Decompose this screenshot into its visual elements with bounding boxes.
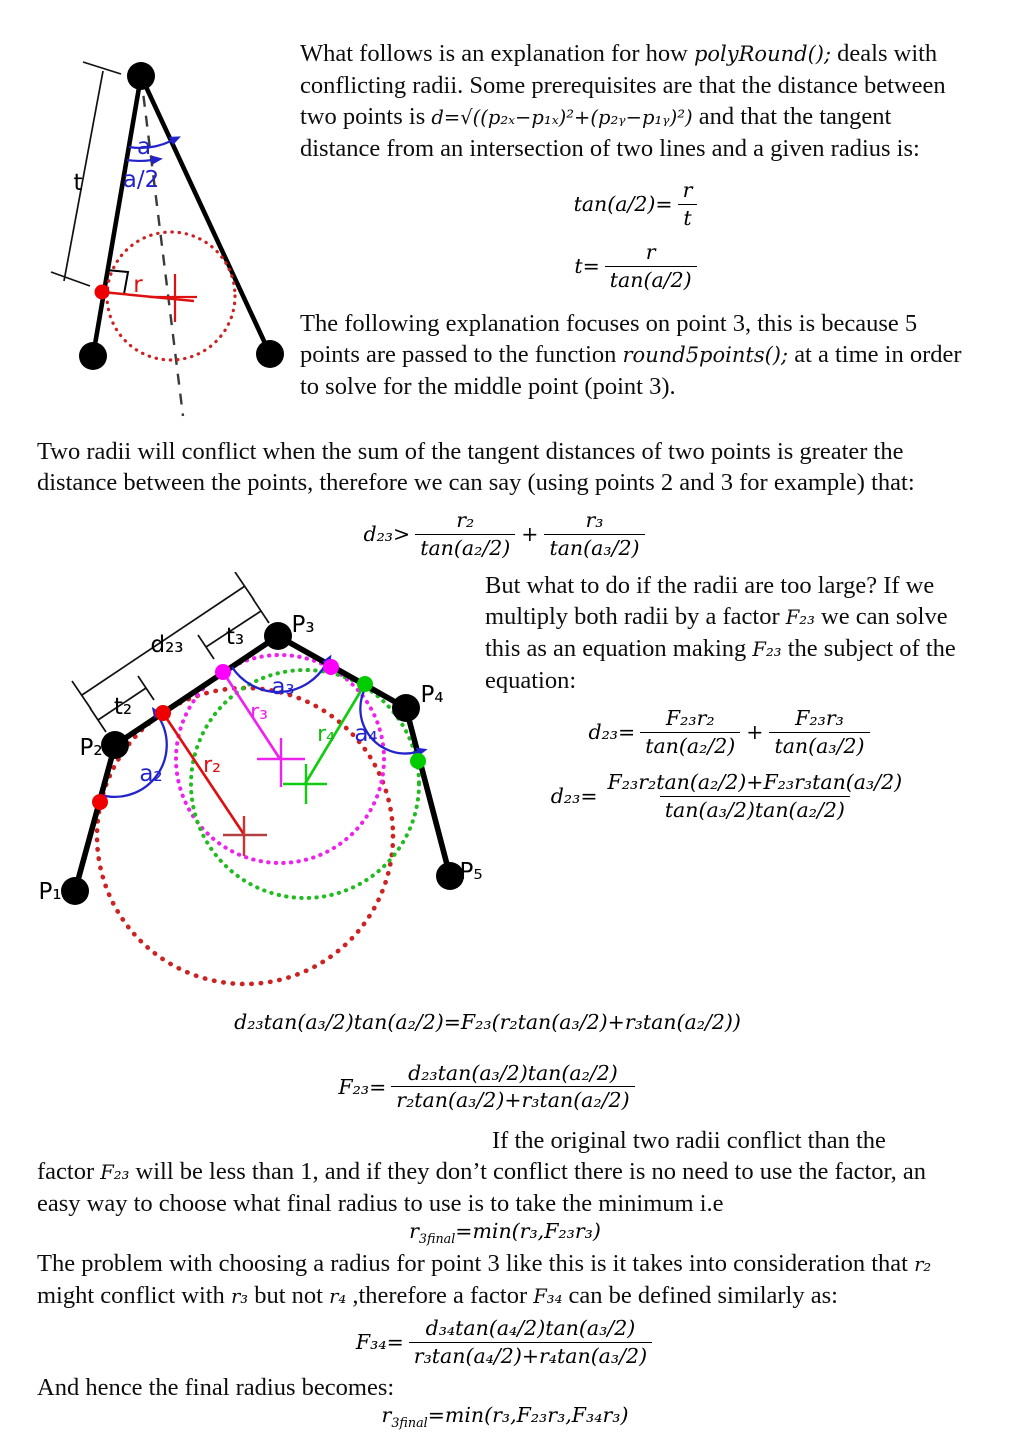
edge-right [141,76,270,354]
text-segment: will be less than 1, and if they don’t conflict there is no need to use the factor, an easy way to choose what final radius to use is to take the minimum i.e [37,1157,927,1217]
eq-variable-sub: 3final [391,1415,428,1431]
inline-math-r2: r₂ [914,1253,932,1277]
eq-numerator: d₂₃tan(a₃/2)tan(a₂/2) [408,1060,618,1085]
eq-denominator: r₃tan(a₄/2)+r₄tan(a₃/2) [409,1342,652,1369]
angle-a-half-arc [127,160,152,161]
t-dim-tick-bottom [51,272,90,286]
eq-variable-sub: 3final [418,1231,456,1247]
text-segment: we can solve this as an equation making [485,603,948,663]
eq-denominator: tan(a₂/2) [415,534,515,561]
label-a-half: a/2 [122,167,160,193]
equation-r3final-full [37,1403,973,1430]
eq-numerator: r₂ [456,508,475,532]
text-segment: deals with conflicting radii. Some prerequisites are that the distance between two points is [300,40,946,130]
equation-f34 [37,1316,973,1368]
label-t: t [73,170,83,196]
inline-math-r3: r₃ [230,1285,249,1309]
inline-math-distance: d=√((p₂ₓ−p₁ₓ)²+(p₂ᵧ−p₁ᵧ)²) [431,106,693,129]
tangent-point-dot [95,285,110,300]
eq-lhs: d₂₃= [550,784,598,809]
point-p2-dot [101,731,129,759]
point-p1-dot [61,877,89,905]
point-p3-dot [264,622,292,650]
eq-lhs: tan(a/2)= [573,191,673,216]
eq-numerator: F₂₃r₃ [795,706,844,731]
eq-operator: + [521,521,539,546]
label-p3: P₃ [291,612,315,639]
paragraph-conflict: Two radii will conflict when the sum of the tangent distances of two points is greater the distance between the points, therefore we can say (using points 2 and 3 for example) that: [37,438,915,496]
tangent-dot-magenta-right [323,659,339,675]
eq-denominator: t [678,204,696,231]
d23-dim-tick-right [235,572,254,600]
eq-rest: =min(r₃,F₂₃r₃,F₃₄r₃) [427,1403,629,1428]
label-r2: r₂ [203,753,221,779]
eq-variable-base: r [381,1403,392,1428]
label-t2: t₂ [113,694,133,721]
tangent-angle-svg [28,44,298,428]
inline-code-round5points: round5points(); [622,343,789,368]
eq-lhs: F₂₃= [338,1074,387,1099]
label-a2: a₂ [139,761,163,788]
d23-dim-tick-left [72,681,91,709]
inline-code-polyround: polyRound(); [693,42,832,66]
label-p5: P₅ [459,859,483,886]
equation-r3final-min [37,1219,973,1246]
t-dim-rail [64,71,103,281]
equation-d23-linear: d₂₃tan(a₃/2)tan(a₂/2)=F₂₃(r₂tan(a₃/2)+r₃tan(a₂/2)) [234,1010,741,1035]
equation-d23-inequality [37,508,973,560]
label-t3: t₃ [225,624,245,651]
t2-dim-tick-left [90,708,106,732]
label-p2: P₂ [79,735,103,762]
apex-point-dot [127,62,155,90]
text-segment: at a time in order to solve for the middle point (point 3). [300,341,962,401]
label-a3: a₃ [271,674,295,701]
figure-tangent-angle [0,38,300,436]
angle-a-half-arrow-icon [151,154,163,164]
polyline-radii-svg [25,572,485,1002]
label-r3: r₃ [250,700,268,726]
text-segment: and that the tangent distance from an intersection of two lines and a given radius is: [300,103,920,162]
equation-f23 [0,1061,975,1113]
tangent-dot-red-lower [92,794,108,810]
text-segment: can be defined similarly as: [562,1282,838,1310]
eq-rest: =min(r₃,F₂₃r₃) [455,1218,601,1243]
paragraph-minimum [37,1156,973,1219]
tangent-dot-magenta-left [215,664,231,680]
eq-lhs: F₃₄= [355,1330,404,1355]
eq-operator: + [746,719,764,744]
text-segment: but not [248,1282,330,1310]
eq-numerator: r [645,240,656,265]
inline-math-f34: F₃₄ [533,1285,563,1309]
label-r: r [133,272,143,298]
eq-denominator: tan(a₃/2)tan(a₂/2) [660,796,850,823]
text-segment: What follows is an explanation for how [300,40,694,67]
text-segment: But what to do if the radii are too large? If we multiply both radii by a factor [485,572,935,631]
eq-numerator: F₂₃r₂tan(a₂/2)+F₂₃r₃tan(a₃/2) [607,770,903,795]
paragraph-hence: And hence the final radius becomes: [37,1374,395,1402]
inline-math-r4: r₄ [329,1285,347,1309]
t3-dim-tick-left [198,635,214,659]
eq-lhs: t= [574,253,600,278]
eq-denominator: tan(a₃/2) [769,732,869,759]
t3-dim-tick-right [253,599,269,623]
bottom-left-point-dot [79,342,107,370]
edge-left [93,76,141,356]
bisector-dashed-line [141,76,183,416]
tangent-dot-green-upper [357,676,373,692]
label-r4: r₄ [317,722,335,748]
eq-denominator: tan(a₃/2) [544,534,644,561]
label-p4: P₄ [420,682,444,709]
eq-denominator: tan(a₂/2) [640,732,740,759]
eq-numerator: r₃ [585,508,604,532]
text-segment: ,therefore a factor [346,1282,534,1310]
t2-dim-tick-right [138,676,154,700]
point-p4-dot [392,694,420,722]
label-a4: a₄ [354,721,378,748]
eq-numerator: r [682,178,693,202]
label-d23: d₂₃ [150,632,184,659]
eq-numerator: F₂₃r₂ [665,706,715,731]
tangent-dot-green-lower [410,753,426,769]
label-a: a [136,134,152,160]
text-segment: the subject of the equation: [485,635,956,695]
inline-math-f23: F₂₃ [752,638,782,662]
paragraph-f34 [37,1248,973,1312]
eq-numerator: d₃₄tan(a₄/2)tan(a₃/2) [425,1316,636,1341]
inline-math-f23: F₂₃ [785,606,815,630]
eq-lhs: d₂₃= [588,719,636,744]
text-segment: The problem with choosing a radius for point 3 like this is it takes into consideration that [37,1250,915,1278]
text-segment: might conflict with [37,1282,231,1310]
inline-math-f23: F₂₃ [100,1160,130,1184]
paragraph-minimum-line1: If the original two radii conflict than the [492,1126,886,1154]
eq-variable-base: r [409,1218,419,1243]
eq-lhs: d₂₃> [363,521,411,546]
eq-denominator: r₂tan(a₃/2)+r₃tan(a₂/2) [391,1086,634,1113]
bottom-right-point-dot [256,340,284,368]
label-p1: P₁ [38,879,62,906]
tangent-dot-red-upper [155,705,171,721]
text-segment: factor [37,1157,101,1185]
eq-denominator: tan(a/2) [605,266,697,293]
text-segment: The following explanation focuses on point 3, this is because 5 points are passed to the function [300,310,918,369]
figure-polyline-radii [0,570,485,1010]
